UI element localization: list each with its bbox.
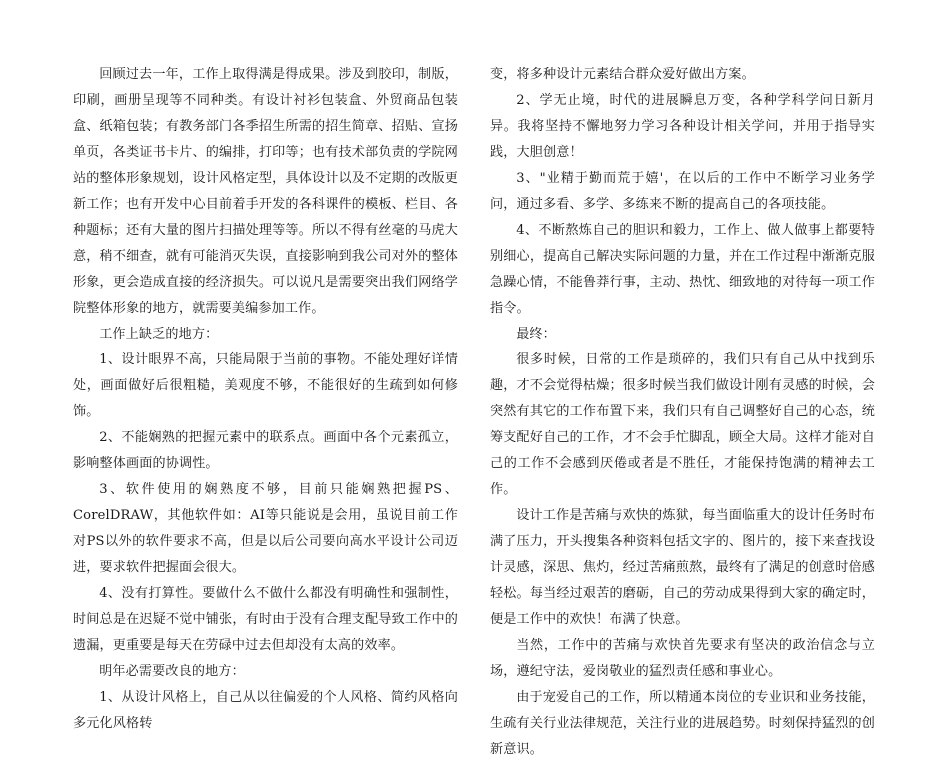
paragraph-shortcoming-1: 1、设计眼界不高，只能局限于当前的事物。不能处理好详情处，画面做好后很粗糙，美观度不够，不能很好的生疏到如何修饰。 <box>73 352 458 420</box>
paragraph-improvement-1-start: 1、从设计风格上，自己从以往偏爱的个人风格、简约风格向多元化风格转 <box>73 689 458 731</box>
paragraph-conclusion-3: 当然，工作中的苦痛与欢快首先要求有坚决的政治信念与立场，遵纪守法，爱岗敬业的猛烈责任感和事业心。 <box>490 637 875 679</box>
paragraph-improvement-4: 4、不断熬炼自己的胆识和毅力，工作上、做人做事上都要特别细心，提高自己解决实际问题的力量，并在工作过程中渐渐克服急躁心情，不能鲁莽行事，主动、热忱、细致地的对待每一项工作指令。 <box>490 222 875 316</box>
left-column <box>73 62 458 737</box>
paragraph-improvement-2: 2、学无止境，时代的进展瞬息万变，各种学科学问日新月异。我将坚持不懈地努力学习各种设计相关学问，并用于指导实践，大胆创意！ <box>490 92 875 160</box>
paragraph-shortcoming-4: 4、没有打算性。要做什么不做什么都没有明确性和强制性，时间总是在迟疑不觉中铺张，有时由于没有合理支配导致工作中的遗漏，更重要是每天在劳碌中过去但却没有太高的效率。 <box>73 586 458 653</box>
paragraph-improvement-1-end: 变，将多种设计元素结合群众爱好做出方案。 <box>490 67 755 82</box>
paragraph-conclusion-4: 由于宠爱自己的工作，所以精通本岗位的专业识和业务技能，生疏有关行业法律规范，关注行业的进展趋势。时刻保持猛烈的创新意识。 <box>490 689 875 757</box>
paragraph-improvement-3: 3、"业精于勤而荒于嬉'，在以后的工作中不断学习业务学问，通过多看、多学、多练来不断的提高自己的各项技能。 <box>490 170 875 212</box>
paragraph-conclusion-2: 设计工作是苦痛与欢快的炼狱，每当面临重大的设计任务时布满了压力，开头搜集各种资料包括文字的、图片的，接下来查找设计灵感，深思、焦灼，经过苦痛煎熬，最终有了满足的创意时倍感轻松。每当经过艰苦的磨砺，自己的劳动成果得到大家的确定时，便是工作中的欢快！布满了快意。 <box>490 508 875 628</box>
paragraph-conclusion-1: 很多时候，日常的工作是琐碎的，我们只有自己从中找到乐趣，才不会觉得枯燥；很多时候当我们做设计刚有灵感的时候，会突然有其它的工作布置下来，我们只有自己调整好自己的心态，统筹支配好自己的工作，才不会手忙脚乱，顾全大局。这样才能对自己的工作不会感到厌倦或者是不胜任，才能保持饱满的精神去工作。 <box>490 352 875 498</box>
paragraph-review-intro: 回顾过去一年，工作上取得满是得成果。涉及到胶印，制版，印刷，画册呈现等不同种类。有设计衬衫包装盒、外贸商品包装盒、纸箱包装；有教务部门各季招生所需的招生简章、招贴、宣扬单页，各类证书卡片、的编排，打印等；也有技术部负责的学院网站的整体形象规划，设计风格定型，具体设计以及不定期的改版更新工作；也有开发中心目前着手开发的各科课件的模板、栏目、各种题标；还有大量的图片扫描处理等等。所以不得有丝毫的马虎大意，稍不细查，就有可能消灭失误，直接影响到我公司对外的整体形象，更会造成直接的经济损失。可以说凡是需要突出我们网络学院整体形象的地方，就需要美编参加工作。 <box>73 67 458 316</box>
heading-improvements: 明年必需要改良的地方： <box>99 663 245 679</box>
heading-shortcomings: 工作上缺乏的地方： <box>99 326 219 342</box>
right-column <box>490 62 875 763</box>
paragraph-shortcoming-2: 2、不能娴熟的把握元素中的联系点。画面中各个元素孤立，影响整体画面的协调性。 <box>73 430 458 472</box>
heading-finally: 最终： <box>516 326 556 342</box>
paragraph-shortcoming-3: 3、软件使用的娴熟度不够，目前只能娴熟把握PS、CorelDRAW，其他软件如：AI等只能说是会用，虽说目前工作对PS以外的软件要求不高，但是以后公司要向高水平设计公司迈进，要求软件把握面会很大。 <box>73 482 458 576</box>
